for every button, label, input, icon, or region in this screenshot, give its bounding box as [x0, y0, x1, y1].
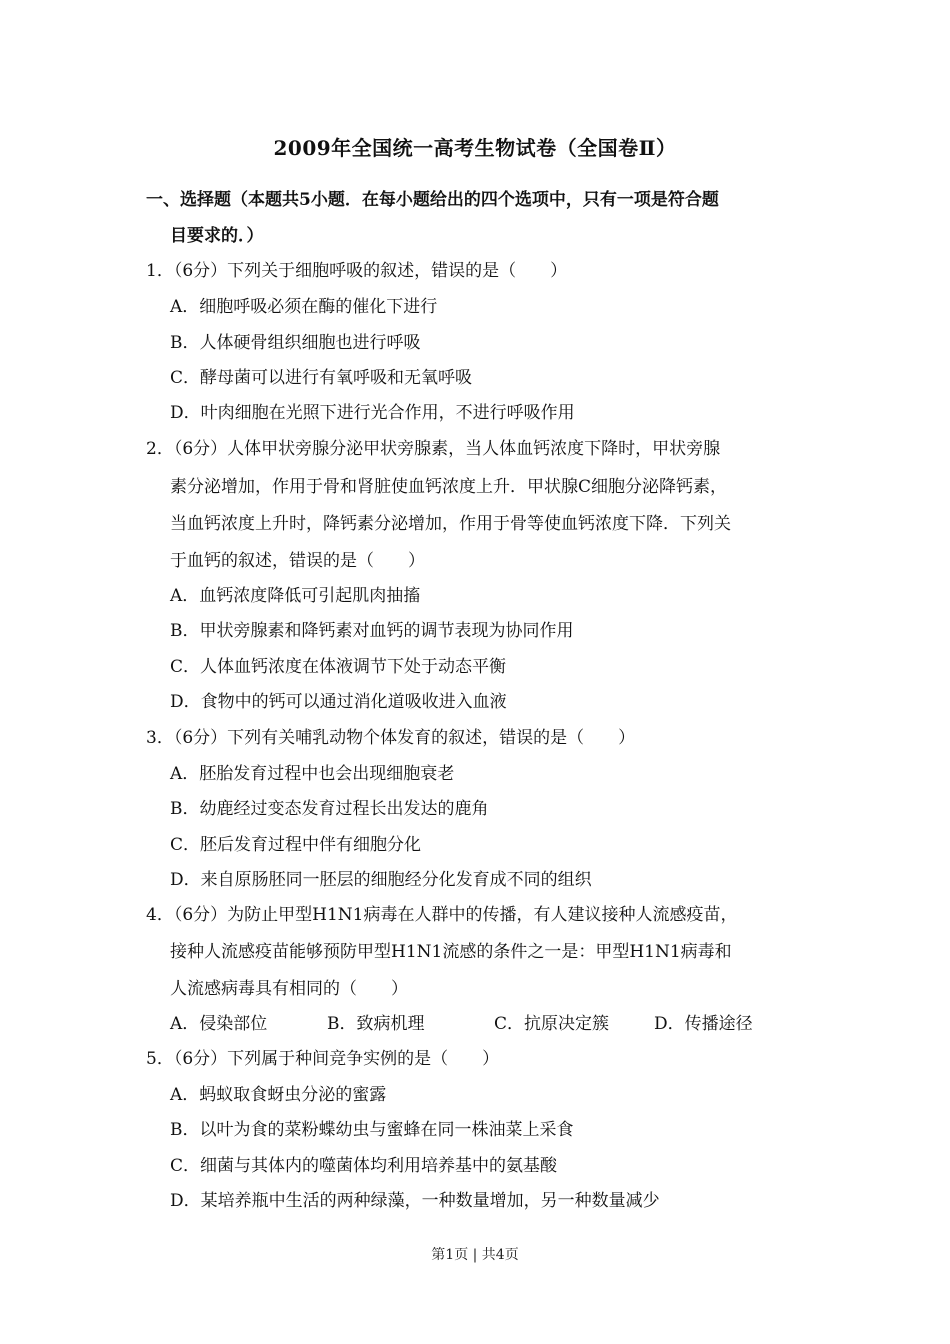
question-2-stem-line3: 当血钙浓度上升时，降钙素分泌增加，作用于骨等使血钙浓度下降．下列关 — [170, 514, 731, 534]
question-2-stem-line2: 素分泌增加，作用于骨和肾脏使血钙浓度上升．甲状腺C细胞分泌降钙素， — [170, 477, 728, 497]
question-5-option-d: D．某培养瓶中生活的两种绿藻，一种数量增加，另一种数量减少 — [170, 1191, 660, 1211]
question-1-option-d: D．叶肉细胞在光照下进行光合作用，不进行呼吸作用 — [170, 403, 575, 423]
question-1-option-c: C．酵母菌可以进行有氧呼吸和无氧呼吸 — [170, 368, 473, 388]
question-3-option-c: C．胚后发育过程中伴有细胞分化 — [170, 835, 422, 855]
question-3-option-b: B．幼鹿经过变态发育过程长出发达的鹿角 — [170, 799, 489, 819]
question-4-option-b: B．致病机理 — [327, 1014, 425, 1034]
question-2-option-c: C．人体血钙浓度在体液调节下处于动态平衡 — [170, 657, 507, 677]
question-5-stem: 5．（6分）下列属于种间竞争实例的是（ ） — [146, 1049, 500, 1069]
question-2-stem-line1: 2．（6分）人体甲状旁腺分泌甲状旁腺素，当人体血钙浓度下降时，甲状旁腺 — [146, 439, 721, 459]
question-2-option-d: D．食物中的钙可以通过消化道吸收进入血液 — [170, 692, 507, 712]
question-2-option-a: A．血钙浓度降低可引起肌肉抽搐 — [170, 586, 421, 606]
question-2-option-b: B．甲状旁腺素和降钙素对血钙的调节表现为协同作用 — [170, 621, 574, 641]
question-4-stem-line2: 接种人流感疫苗能够预防甲型H1N1流感的条件之一是：甲型H1N1病毒和 — [170, 942, 732, 962]
question-5-option-a: A．蚂蚁取食蚜虫分泌的蜜露 — [170, 1085, 387, 1105]
question-4-stem-line1: 4．（6分）为防止甲型H1N1病毒在人群中的传播，有人建议接种人流感疫苗， — [146, 905, 738, 925]
question-4-stem-line3: 人流感病毒具有相同的（ ） — [170, 979, 408, 999]
question-5-option-c: C．细菌与其体内的噬菌体均利用培养基中的氨基酸 — [170, 1156, 558, 1176]
section-heading-line2: 目要求的．） — [170, 226, 264, 246]
section-heading-line1: 一、选择题（本题共5小题．在每小题给出的四个选项中，只有一项是符合题 — [146, 190, 719, 210]
question-3-stem: 3．（6分）下列有关哺乳动物个体发育的叙述，错误的是（ ） — [146, 728, 636, 748]
question-1-option-a: A．细胞呼吸必须在酶的催化下进行 — [170, 297, 438, 317]
question-5-option-b: B．以叶为食的菜粉蝶幼虫与蜜蜂在同一株油菜上采食 — [170, 1120, 574, 1140]
question-4-option-c: C．抗原决定簇 — [494, 1014, 610, 1034]
question-3-option-d: D．来自原肠胚同一胚层的细胞经分化发育成不同的组织 — [170, 870, 592, 890]
question-4-option-a: A．侵染部位 — [170, 1014, 268, 1034]
section-heading — [146, 182, 826, 254]
question-4-option-d: D．传播途径 — [654, 1014, 753, 1034]
question-3-option-a: A．胚胎发育过程中也会出现细胞衰老 — [170, 764, 455, 784]
question-1-option-b: B．人体硬骨组织细胞也进行呼吸 — [170, 333, 421, 353]
question-2-stem-line4: 于血钙的叙述，错误的是（ ） — [170, 551, 425, 571]
question-1-stem: 1．（6分）下列关于细胞呼吸的叙述，错误的是（ ） — [146, 261, 568, 281]
page-footer: 第1页 | 共4页 — [431, 1247, 519, 1263]
page-title: 2009年全国统一高考生物试卷（全国卷Ⅱ） — [273, 136, 677, 160]
